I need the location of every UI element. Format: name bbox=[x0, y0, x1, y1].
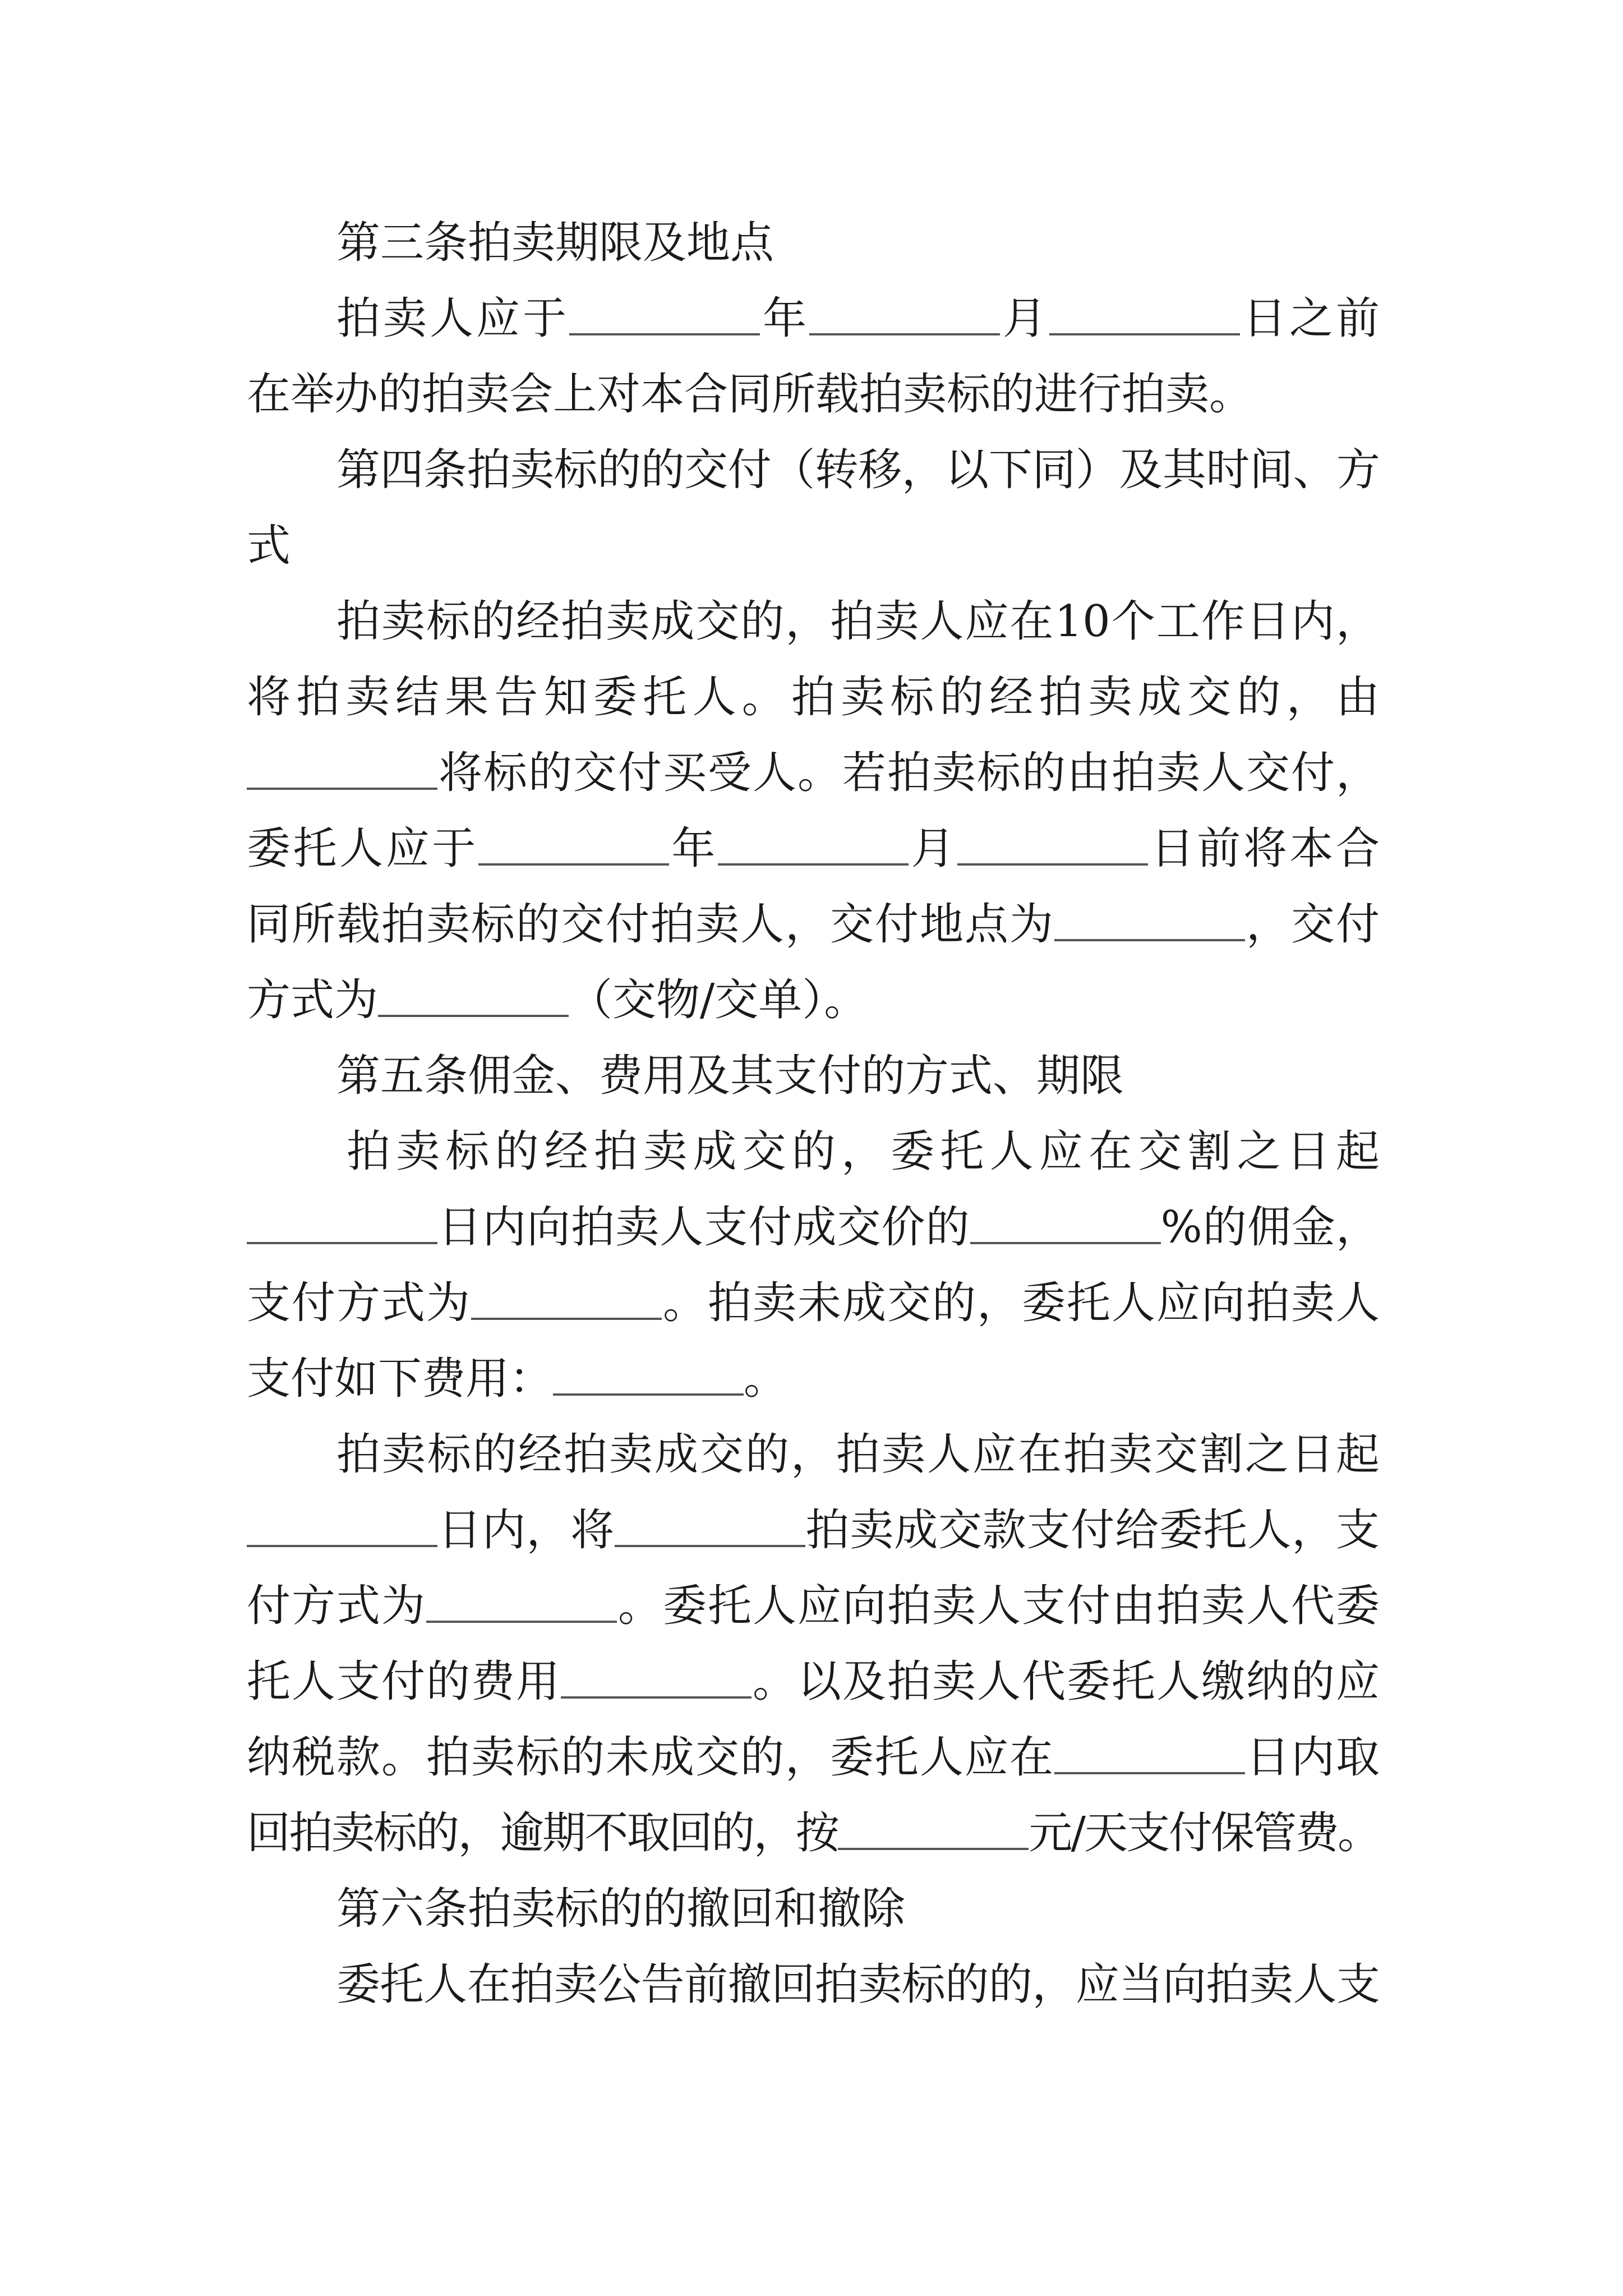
fill-blank[interactable] bbox=[247, 748, 437, 790]
fill-blank[interactable] bbox=[569, 294, 760, 335]
fill-blank[interactable] bbox=[553, 1354, 744, 1396]
article-4-heading: 第四条拍卖标的的交付（转移，以下同）及其时间、方 bbox=[336, 445, 1380, 495]
paragraph-line: 回拍卖标的，逾期不取回的，按 元/天支付保管费。 bbox=[247, 1808, 1380, 1858]
paragraph-line: 纳税款。拍卖标的未成交的，委托人应在 日内取 bbox=[247, 1732, 1380, 1783]
paragraph-line: 托人支付的费用 。以及拍卖人代委托人缴纳的应 bbox=[247, 1657, 1380, 1707]
fill-blank[interactable] bbox=[247, 1506, 437, 1547]
fill-blank[interactable] bbox=[838, 1809, 1029, 1850]
paragraph-line: 拍卖标的经拍卖成交的，拍卖人应在拍卖交割之日起 bbox=[336, 1429, 1380, 1480]
article-4-heading-cont: 式 bbox=[247, 521, 291, 571]
paragraph-line: 拍卖标的经拍卖成交的，拍卖人应在10个工作日内， bbox=[336, 596, 1380, 647]
paragraph-line: 委托人应于 年 月 日前将本合 bbox=[247, 823, 1380, 874]
fill-blank[interactable] bbox=[1049, 294, 1240, 335]
paragraph-line: 日内向拍卖人支付成交价的 %的佣金， bbox=[247, 1194, 1380, 1261]
fill-blank[interactable] bbox=[247, 1203, 437, 1244]
fill-blank[interactable] bbox=[561, 1657, 751, 1699]
article-3-heading: 第三条拍卖期限及地点 bbox=[336, 218, 774, 268]
fill-blank[interactable] bbox=[426, 1581, 617, 1623]
paragraph-line: 拍卖标的经拍卖成交的，委托人应在交割之日起 bbox=[347, 1126, 1380, 1177]
article-5-heading: 第五条佣金、费用及其支付的方式、期限 bbox=[336, 1051, 1124, 1101]
paragraph-line: 委托人在拍卖公告前撤回拍卖标的的，应当向拍卖人支 bbox=[336, 1959, 1380, 2010]
paragraph-line: 支付如下费用： 。 bbox=[247, 1354, 788, 1404]
paragraph-line: 拍卖人应于 年 月 日之前 bbox=[336, 293, 1380, 344]
fill-blank[interactable] bbox=[471, 1278, 662, 1320]
paragraph-line: 日内，将 拍卖成交款支付给委托人，支 bbox=[247, 1497, 1380, 1564]
fill-blank[interactable] bbox=[970, 1203, 1161, 1244]
paragraph-line: 同所载拍卖标的交付拍卖人，交付地点为 ，交付 bbox=[247, 899, 1380, 950]
paragraph-line: 将标的交付买受人。若拍卖标的由拍卖人交付， bbox=[247, 739, 1380, 807]
paragraph-line: 付方式为 。委托人应向拍卖人支付由拍卖人代委 bbox=[247, 1581, 1380, 1631]
article-6-heading: 第六条拍卖标的的撤回和撤除 bbox=[336, 1884, 906, 1934]
paragraph-line: 将拍卖结果告知委托人。拍卖标的经拍卖成交的，由 bbox=[247, 672, 1380, 723]
fill-blank[interactable] bbox=[378, 976, 569, 1017]
fill-blank[interactable] bbox=[957, 824, 1148, 866]
fill-blank[interactable] bbox=[1054, 1733, 1245, 1774]
fill-blank[interactable] bbox=[718, 824, 909, 866]
paragraph-line: 在举办的拍卖会上对本合同所载拍卖标的进行拍卖。 bbox=[247, 369, 1253, 420]
fill-blank[interactable] bbox=[809, 294, 1000, 335]
fill-blank[interactable] bbox=[615, 1506, 805, 1547]
paragraph-line: 支付方式为 。拍卖未成交的，委托人应向拍卖人 bbox=[247, 1278, 1380, 1328]
fill-blank[interactable] bbox=[478, 824, 669, 866]
fill-blank[interactable] bbox=[1054, 900, 1245, 941]
paragraph-line: 方式为 （交物/交单）。 bbox=[247, 975, 868, 1025]
